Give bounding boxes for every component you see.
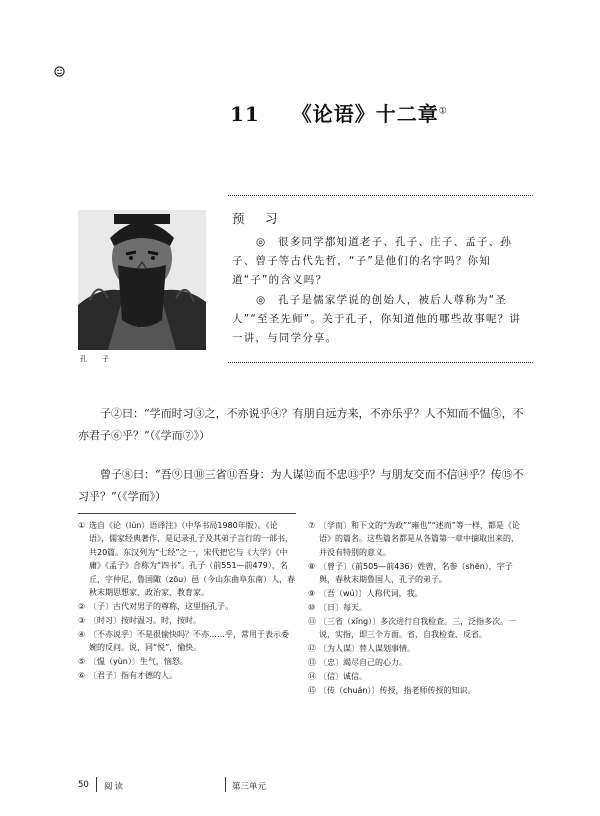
chapter-name: 《论语》十二章: [291, 102, 439, 126]
footnote-item: ④ 〔不亦说乎〕不是很愉快吗？不亦……乎，常用于表示委婉的反问。说，同“悦”，愉快。: [78, 629, 289, 653]
footnote-item: ⑧ 〔曾子〕（前505—前436）姓曾，名参（shēn），字子舆，春秋末期鲁国人，孔子的弟子。: [308, 561, 513, 585]
footnote-item: ② 〔子〕古代对男子的尊称，这里指孔子。: [78, 601, 233, 611]
preview-bottom-divider: [228, 362, 533, 363]
footnote-item: ⑭ 〔信〕诚信。: [308, 671, 367, 681]
footnote-item: ③ 〔时习〕按时温习。时，按时。: [78, 615, 201, 625]
chapter-title: [230, 98, 448, 127]
preview-paragraph-1: ◎ 很多同学都知道老子、孔子、庄子、孟子、孙子、曾子等古代先哲，“子”是他们的名字吗？你知道“子”的含义吗？: [232, 236, 513, 286]
footnote-item: ⑫ 〔为人谋〕替人谋划事情。: [308, 644, 415, 654]
footer-unit-label: 第三单元: [232, 782, 267, 792]
preview-paragraph-2: ◎ 孔子是儒家学说的创始人，被后人尊称为“圣人”“至圣先师”。关于孔子，你知道他的哪些故事呢？讲一讲，与同学分享。: [232, 294, 522, 344]
confucius-portrait: [78, 210, 206, 350]
footnote-item: ⑦ 〔学而〕和下文的“为政”“雍也”“述而”等一样，都是《论语》的篇名。这些篇名都是从各篇第一章中摘取出来的，并没有特别的意义。: [308, 521, 520, 557]
footnote-item: ⑬ 〔忠〕竭尽自己的心力。: [308, 658, 407, 668]
footnotes-left-column: [78, 519, 296, 683]
footnote-item: ⑮ 〔传（chuán）〕传授，指老师传授的知识。: [308, 685, 476, 695]
footer-separator: [225, 777, 226, 792]
page-number: 50: [78, 780, 89, 790]
preview-heading: 预 习: [232, 211, 282, 226]
chapter-number: 11: [230, 102, 260, 126]
footnote-item: ① 选自《论（lún）语译注》（中华书局1980年版）。《论语》，儒家经典著作，是记录孔子及其弟子言行的一部书，共20篇。东汉列为“七经”之一，宋代把它与《大学》《中庸》《孟子》合称为“四书”。孔子（前551—前479），名丘，字仲尼，鲁国陬（zōu）邑（今山东曲阜东南）人，春秋末期思想家、政治家、教育家。: [78, 521, 296, 598]
portrait-caption: 孔 子: [80, 355, 113, 363]
footnote-item: ⑩ 〔日〕每天。: [308, 602, 367, 612]
footer-section-label: 阅读: [104, 782, 126, 792]
footnote-item: ⑥ 〔君子〕指有才德的人。: [78, 670, 177, 680]
classic-passage-1: 子②曰：“学而时习③之，不亦说乎④？有朋自远方来，不亦乐乎？人不知而不愠⑤，不亦君子⑥乎？”（《学而⑦》）: [78, 407, 524, 442]
footnote-item: ⑤ 〔愠（yùn）〕生气，恼怒。: [78, 657, 188, 667]
footnote-item: ⑪ 〔三省（xǐng）〕多次进行自我检查。三，泛指多次。一说，实指，即三个方面。省，自我检查、反省。: [308, 616, 517, 640]
footnotes-right-column: [308, 519, 526, 698]
smiley-icon: [54, 66, 65, 77]
footnote-divider: [78, 513, 296, 514]
classic-passage-2: 曾子⑧曰：“吾⑨日⑩三省⑪吾身：为人谋⑫而不忠⑬乎？与朋友交而不信⑭乎？传⑮不习乎？”（《学而》）: [78, 468, 524, 503]
preview-top-divider: [228, 195, 533, 196]
footnote-item: ⑨ 〔吾（wú）〕人称代词，我。: [308, 589, 423, 599]
footer-separator: [96, 777, 97, 792]
chapter-note-mark: ①: [438, 106, 448, 117]
